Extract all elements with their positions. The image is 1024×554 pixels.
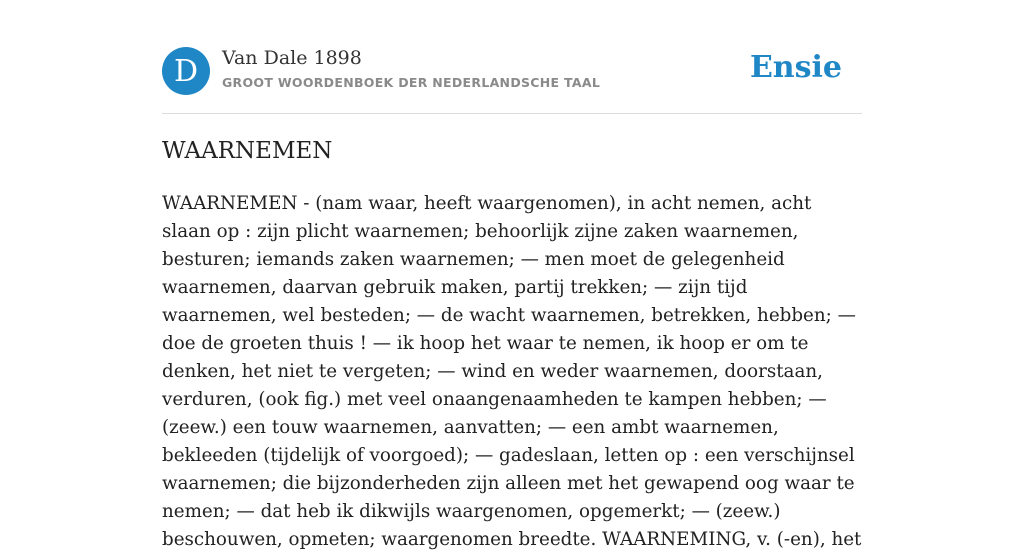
entry-definition: WAARNEMEN - (nam waar, heeft waargenomen), in acht nemen, acht slaan op : zijn plicht waarnemen; behoorlijk zijne zaken waarnemen, besturen; iemands zaken waarnemen; — men moet de gelegenheid waarnemen, daarvan gebruik maken, partij trekken; — zijn tijd waarnemen, wel besteden; — de wacht waarnemen, betrekken, hebben; — doe de groeten thuis ! — ik hoop het waar te nemen, ik hoop er om te denken, het niet te vergeten; — wind en weder waarnemen, doorstaan, verduren, (ook fig.) met veel onaangenaamheden te kampen hebben; — (zeew.) een touw waarnemen, aanvatten; — een ambt waarnemen, bekleeden (tijdelijk of voorgoed); — gadeslaan, letten op : een verschijnsel waarnemen; die bijzonderheden zijn alleen met het gewapend oog waar te nemen; — dat heb ik dikwijls waargenomen, opgemerkt; — (zeew.) beschouwen, opmeten; waargenomen breedte. WAARNEMING, v. (-en), het — [162, 193, 862, 550]
brand-logo-link[interactable]: Ensie — [749, 50, 842, 85]
source-avatar: D — [162, 47, 210, 95]
source-header — [162, 46, 862, 96]
entry-headword: WAARNEMEN — [162, 138, 333, 164]
source-title: Van Dale 1898 — [222, 47, 362, 69]
header-divider — [162, 113, 862, 114]
source-subtitle: GROOT WOORDENBOEK DER NEDERLANDSCHE TAAL — [222, 75, 601, 90]
